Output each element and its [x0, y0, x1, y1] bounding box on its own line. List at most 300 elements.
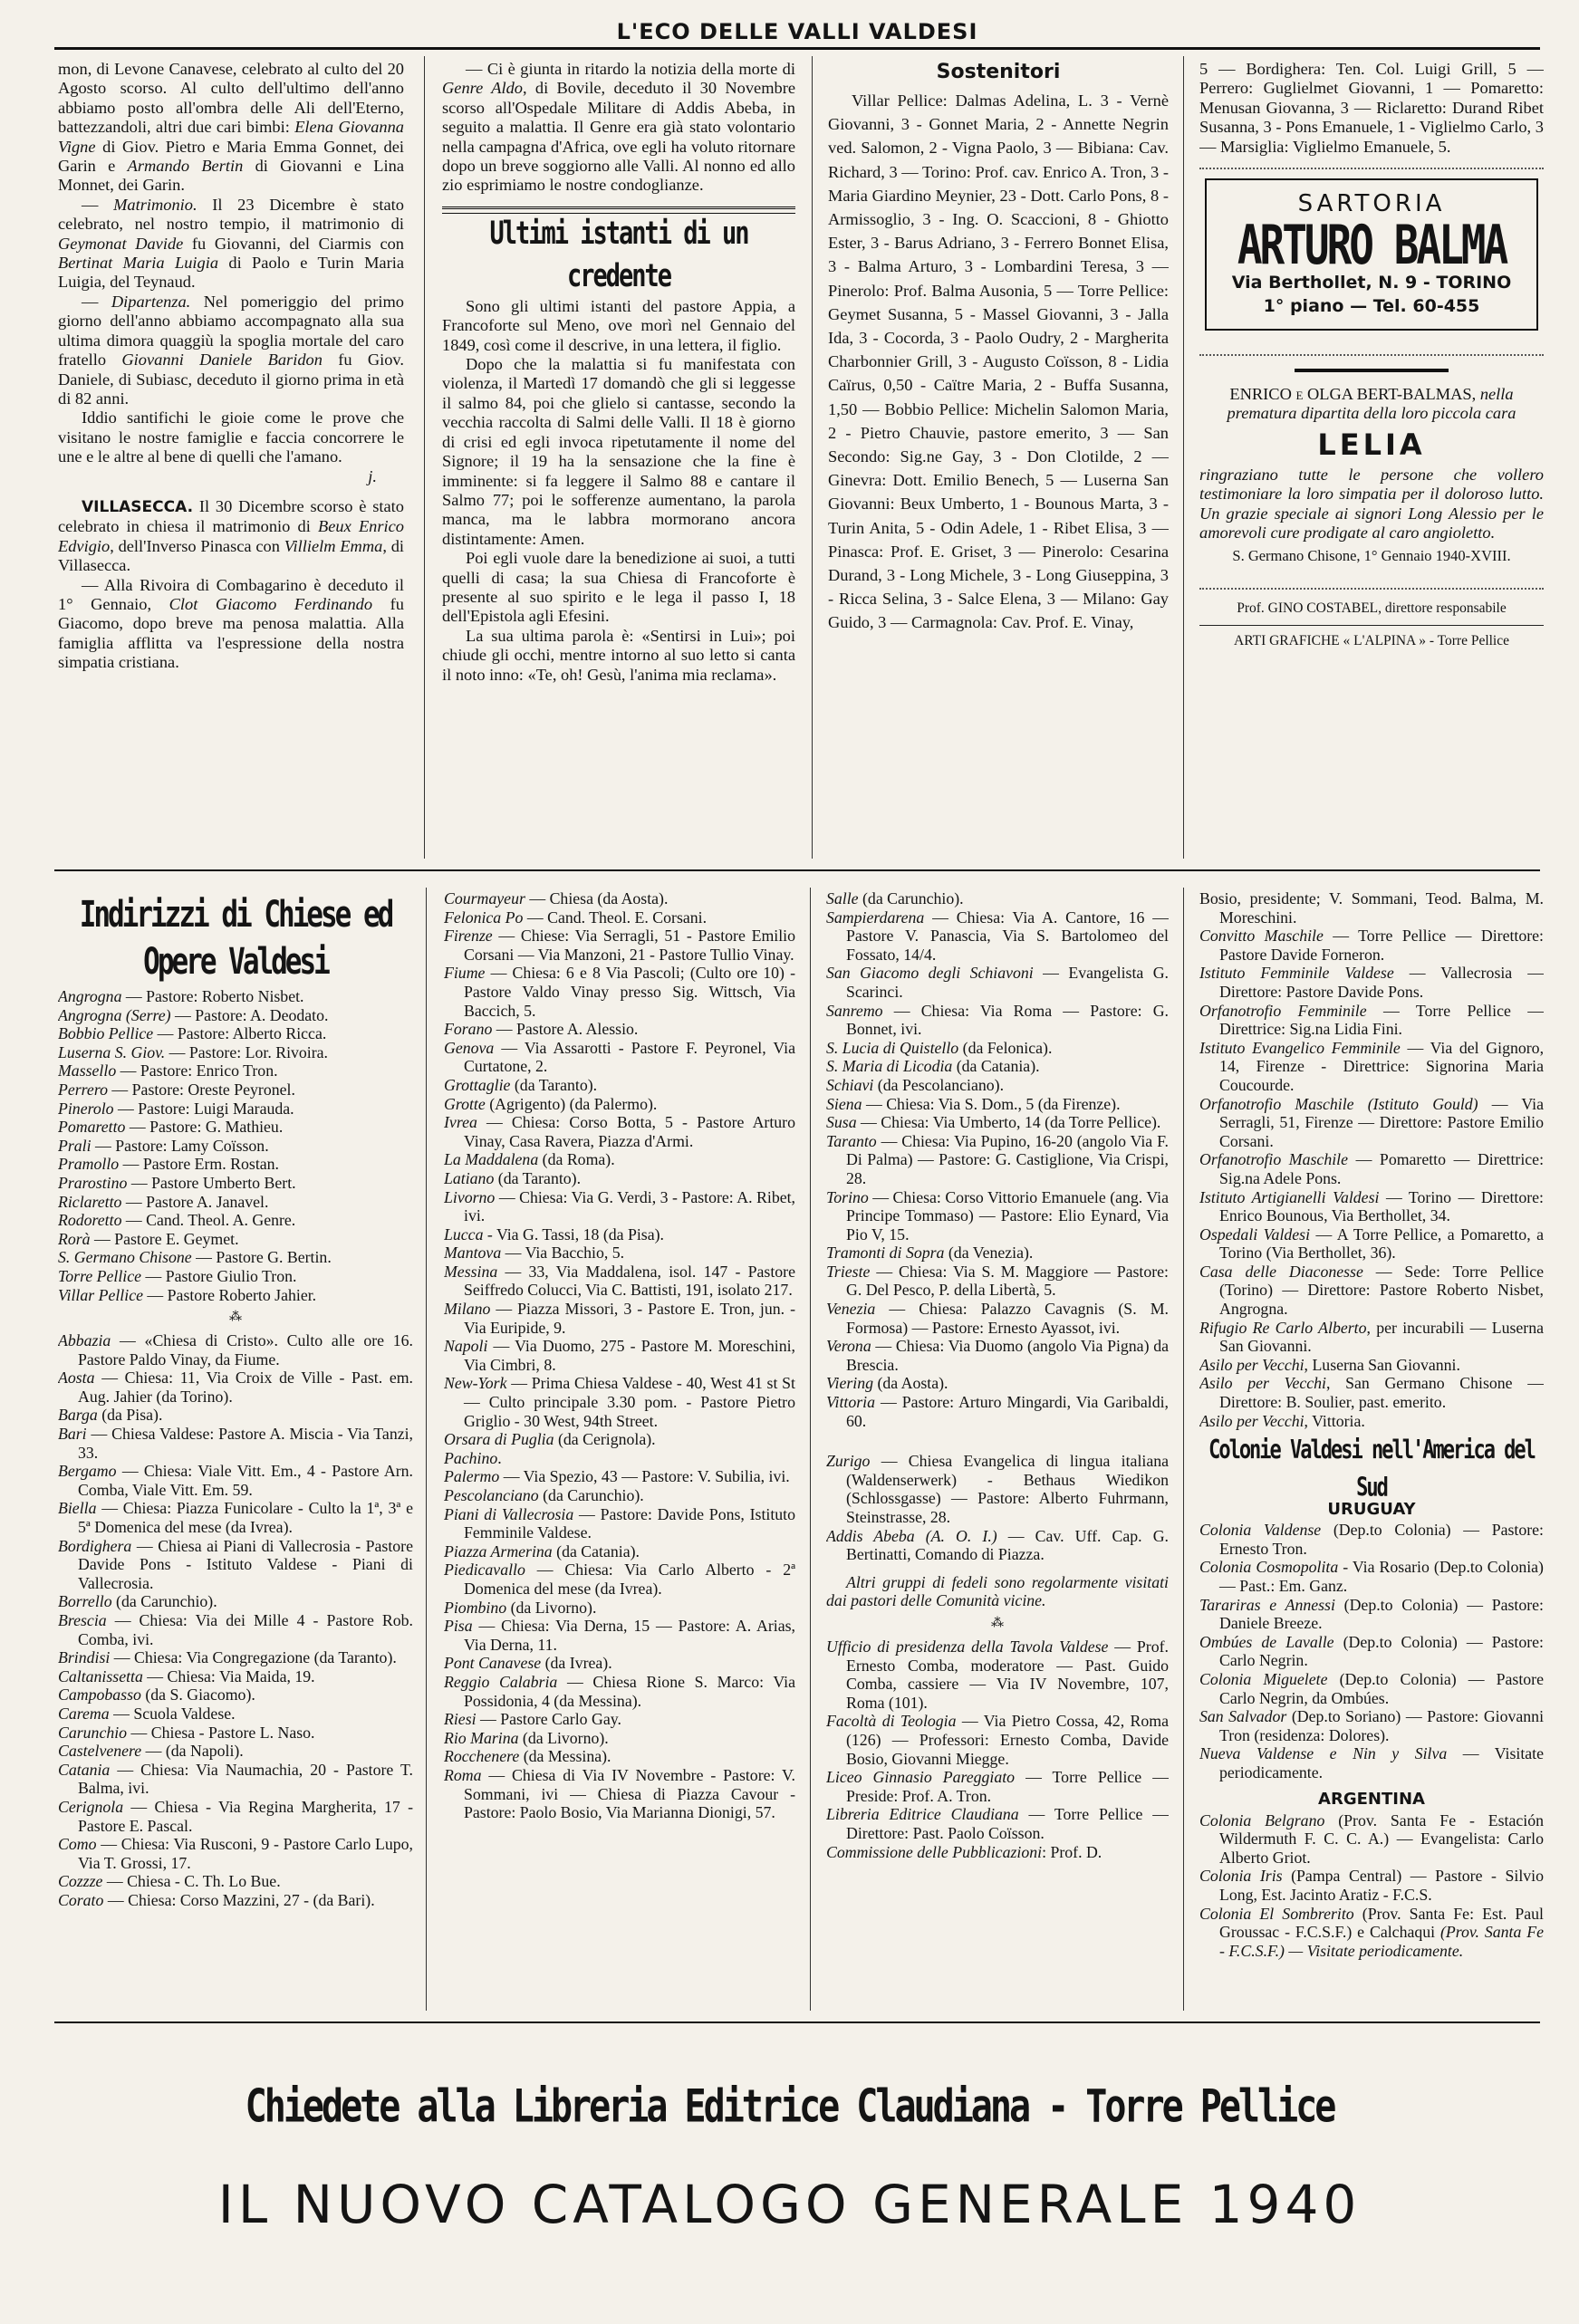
supporters-list: Villar Pellice: Dalmas Adelina, L. 3 - Vernè Giovanni, 3 - Gonnet Maria, 2 - Annette Negrin ved. Salomon, 2 - Vigna Paolo, 3 — Bibiana: Cav. Richard, 3 — Torino: Prof. cav. Enrico A. Tron, 3 - Maria Giardino Meynier, 23 - Dott. Carlo Pons, 8 - Armissoglio, 3 - Ing. O. Scaccioni, 8 - Ghiotto Ester, 3 - Barus Adriano, 3 - Ferrero Bonnet Elisa, 3 - Balma Arturo, 3 - Lombardini Teresa, 3 — Pinerolo: Prof. Balma Ausonia, 5 — Torre Pellice: Geymet Susanna, 5 - Massel Giovanni, 3 - Jalla Ida, 3 - Cocorda, 3 - Paolo Oudry, 2 - Margherita Charbonnier Grill, 3 - Augusto Coïsson, 8 - Lidia Caïrus, 0,50 - Caïtre Maria, 2 - Buffa Susanna, 1,50 — Bobbio Pellice: Michelin Salomon Maria, 2 - Pietro Chauvie, pastore emerito, 3 — San Secondo: Sig.ne Gay, 3 - Don Clotilde, 2 — Ginevra: Dott. Emilio Benech, 5 — Luserna San Giovanni: Beux Umberto, 1 - Bounous Marta, 3 - Turin Anita, 5 - Odin Adele, 1 - Ribet Elisa, 3 — Pinasca: Prof. E. Griset, 3 — Pinerolo: Cesarina Durand, 3 - Long Michele, 3 - Long Giuseppina, 3 - Ricca Selina, 3 - Salce Elena, 3 — Milano: Gay Guido, 3 — Carmagnola: Cav. Prof. E. Vinay, [828, 91, 1169, 632]
entry-place: Prali [58, 1136, 91, 1155]
article-paragraph: VILLASECCA. Il 30 Dicembre scorso è stato celebrato in chiesa il matrimonio di Beux Enrico Edvigio, dell'Inverso Pinasca con Villielm Emma, di Villasecca. [58, 496, 404, 575]
directory-entry [58, 1080, 413, 1100]
entry-place: Venezia [826, 1300, 876, 1319]
entry-detail: — Pomaretto — Direttrice: Sig.na Adele Pons. [1219, 1150, 1544, 1187]
entry-detail: : Prof. D. [1042, 1842, 1102, 1861]
directory-list-valleys [58, 987, 413, 1304]
entry-place: Ivrea [444, 1113, 477, 1132]
directory-entry [444, 1263, 795, 1300]
entry-detail: — Chiesa: Piazza Funicolare - Culto la 1ª, 3ª e 5ª Domenica del mese (da Ivrea). [78, 1499, 413, 1537]
directory-entry [444, 1617, 795, 1654]
directory-entry [826, 1002, 1169, 1039]
directory-column-4 [1199, 889, 1544, 2012]
entry-place: Viering [826, 1374, 874, 1393]
entry-detail: — Cand. Theol. E. Corsani. [523, 908, 708, 927]
entry-place: Riclaretto [58, 1192, 122, 1211]
entry-place: Corato [58, 1890, 104, 1909]
entry-place: Rorà [58, 1229, 91, 1248]
directory-entry [1199, 1150, 1544, 1187]
entry-place: Bordighera [58, 1536, 132, 1555]
directory-entry [826, 1039, 1169, 1058]
directory-column-2 [444, 889, 795, 2012]
directory-entry [1199, 1744, 1544, 1781]
column-rule [1183, 888, 1184, 2011]
entry-detail: (da Carunchio). [858, 889, 964, 908]
directory-list-cities [58, 1331, 413, 1909]
entry-place: Mantova [444, 1244, 502, 1263]
article-paragraph: — Dipartenza. Nel pomeriggio del primo giorno dell'anno abbiamo accompagnato alla sua ultima dimora quaggiù la spoglia mortale del caro fratello Giovanni Daniele Baridon fu Giov. Daniele, di Subiasc, deceduto il giorno prima in età di 82 anni. [58, 292, 404, 408]
directory-entry [826, 889, 1169, 908]
entry-detail: — Chiesa: Via Umberto, 14 (da Torre Pellice). [856, 1113, 1161, 1132]
directory-entry [444, 927, 795, 964]
entry-detail: — Pastore A. Alessio. [492, 1020, 639, 1039]
entry-detail: — Via Assarotti - Pastore F. Peyronel, Via Curtatone, 2. [464, 1038, 795, 1076]
entry-place: Colonia Miguelete [1199, 1669, 1328, 1688]
directory-entry [1199, 1263, 1544, 1319]
entry-detail: — Pastore E. Geymet. [90, 1229, 239, 1248]
entry-place: Grotte [444, 1094, 486, 1113]
entry-place: Firenze [444, 927, 493, 946]
newspaper-title: L'ECO DELLE VALLI VALDESI [616, 19, 978, 44]
entry-detail: (da Aosta). [873, 1374, 948, 1393]
entry-place: Napoli [444, 1337, 488, 1356]
entry-detail: — Pastore: Luigi Marauda. [113, 1099, 294, 1118]
footer-bookshop-line: Chiedete alla Libreria Editrice Claudiana - Torre Pellice [245, 2080, 1334, 2133]
entry-place: Colonia Cosmopolita [1199, 1558, 1339, 1577]
directory-entry [58, 1798, 413, 1835]
entry-detail: — Cav. Uff. Cap. G. Bertinatti, Comando di Piazza. [846, 1526, 1169, 1564]
entry-detail: — Chiesa - Pastore L. Naso. [127, 1723, 315, 1742]
entry-place: San Salvador [1199, 1707, 1287, 1726]
entry-place: Libreria Editrice Claudiana [826, 1805, 1019, 1824]
entry-place: (Prov. Santa Fe - F.C.S.F.) — Visitate periodicamente. [1219, 1923, 1544, 1960]
directory-entry [58, 1724, 413, 1743]
directory-entry [1199, 964, 1544, 1001]
entry-detail: — Chiesa: Via dei Mille 4 - Pastore Rob. Comba, ivi. [78, 1611, 413, 1648]
directory-entry [58, 1406, 413, 1425]
entry-detail: (Dep.to Soriano) — Pastore: Giovanni Tron (residenza: Dolores). [1219, 1707, 1544, 1744]
directory-entry [58, 1193, 413, 1212]
directory-entry [1199, 1319, 1544, 1356]
entry-place: Pisa [444, 1617, 473, 1636]
directory-entry [826, 1374, 1169, 1393]
entry-detail: (da Pescolanciano). [873, 1075, 1005, 1094]
directory-entry [826, 1768, 1169, 1805]
article-paragraph: La sua ultima parola è: «Sentirsi in Lui»; poi chiude gli occhi, mentre intorno al suo letto si canta il noto inno: «Te, oh! Gesù, l'anima mia reclama». [442, 626, 795, 684]
directory-entry [58, 1742, 413, 1761]
entry-place: Sampierdarena [826, 908, 925, 927]
entry-place: Courmayeur [444, 889, 525, 908]
entry-detail: — 33, Via Maddalena, isol. 147 - Pastore Seiffredo Colucci, Via C. Battisti, 191, isolato 217. [464, 1262, 795, 1300]
entry-place: Colonia Valdense [1199, 1521, 1322, 1540]
entry-place: Ospedali Valdesi [1199, 1224, 1311, 1244]
entry-detail: — Pastore Umberto Bert. [127, 1173, 296, 1192]
entry-detail: — Via Serragli, 51, Firenze — Direttore: Pastore Emilio Corsani. [1219, 1094, 1544, 1150]
directory-entry [58, 1872, 413, 1891]
entry-detail: — Chiesa: 11, Via Croix de Ville - Past. em. Aug. Jahier (da Torino). [78, 1368, 413, 1406]
directory-entry [444, 1673, 795, 1710]
entry-place: Salle [826, 889, 859, 908]
entry-place: Prarostino [58, 1173, 128, 1192]
entry-detail: . [497, 1448, 502, 1467]
entry-detail: — Pastore: Roberto Nisbet. [121, 987, 304, 1005]
entry-detail: — Chiesa: Via A. Cantore, 16 — Pastore V. Panascia, Via S. Bartolomeo del Fossato, 14/4. [846, 908, 1169, 964]
dotted-rule [1199, 354, 1544, 356]
directory-entry [826, 1244, 1169, 1263]
article-paragraph: — Alla Rivoira di Combagarino è deceduto il 1° Gennaio, Clot Giacomo Ferdinando fu Giacomo, dopo breve ma penosa malattia. Alla famiglia afflitta va l'espressione della nostra simpatia cristiana. [58, 575, 404, 672]
entry-detail: — Chiesa: Via S. M. Maggiore — Pastore: G. Del Pesco, P. della Libertà, 5. [846, 1262, 1169, 1300]
thanks-text: ringraziano tutte le persone che vollero testimoniare la loro simpatia per il doloroso lutto. Un grazie speciale ai signori Long Alessio per le amorevoli cure prodigate al caro angioletto. [1199, 465, 1544, 543]
entry-detail: — Chiesa - Via Regina Margherita, 17 - Pastore E. Pascal. [78, 1797, 413, 1835]
directory-entry [1199, 1374, 1544, 1411]
entry-detail: (da Taranto). [494, 1168, 582, 1187]
directory-entry [444, 1020, 795, 1039]
directory-entry [1199, 1002, 1544, 1039]
entry-place: Livorno [444, 1187, 496, 1206]
entry-detail: — Chiesa: Corso Botta, 5 - Pastore Arturo Vinay, Casa Ravera, Piazza d'Armi. [464, 1113, 795, 1150]
entry-place: Nueva Valdense e Nin y Silva [1199, 1744, 1448, 1763]
entry-place: Sanremo [826, 1001, 883, 1020]
entry-detail: — Sede: Torre Pellice (Torino) — Direttore: Pastore Roberto Nisbet, Angrogna. [1219, 1262, 1544, 1319]
directory-list-uruguay [1199, 1521, 1544, 1781]
entry-place: Siena [826, 1094, 862, 1113]
ad-line: SARTORIA [1297, 190, 1446, 218]
entry-place: Torino [826, 1187, 869, 1206]
directory-list-argentina [1199, 1811, 1544, 1961]
entry-place: Pachino [444, 1448, 498, 1467]
column-3 [828, 60, 1169, 857]
column-4 [1199, 60, 1544, 857]
entry-detail: (Pampa Central) — Pastore - Silvio Long, Est. Jacinto Aratiz - F.C.S. [1219, 1867, 1544, 1904]
directory-entry [826, 1527, 1169, 1564]
entry-detail: (da Catania). [952, 1057, 1040, 1076]
entry-detail: — Evangelista G. Scarinci. [846, 964, 1169, 1001]
directory-entry [58, 1891, 413, 1910]
colonie-headline: Colonie Valdesi nell'America del Sud [1208, 1436, 1535, 1503]
entry-place: Carunchio [58, 1723, 128, 1742]
entry-detail: — Torre Pellice — Direttore: Pastore Davide Forneron. [1219, 927, 1544, 964]
entry-place: Pescolanciano [444, 1486, 539, 1504]
entry-detail: — Chiesa: Via Pupino, 16-20 (angolo Via F. Di Palma) — Pastore: G. Castiglione, Via Crispi, 28. [846, 1131, 1169, 1187]
directory-entry [58, 1835, 413, 1872]
entry-detail: — Pastore G. Bertin. [191, 1248, 332, 1267]
entry-place: Roma [444, 1765, 482, 1784]
directory-entry [444, 1150, 795, 1169]
article-paragraph: — Ci è giunta in ritardo la notizia della morte di Genre Aldo, di Bovile, deceduto il 30 Novembre scorso all'Ospedale Militare di Addis Abeba, in seguito a malattia. Il Genre era già stato volontario nella campagna d'Africa, ove egli ha voluto ritornare dopo un breve soggiorno alle Valli. Al nonno ed allo zio esprimiamo le nostre condoglianze. [442, 60, 795, 195]
signature: j. [368, 466, 377, 485]
directory-list-abroad [826, 1452, 1169, 1564]
thin-rule [1199, 625, 1544, 626]
directory-entry [1199, 889, 1544, 927]
entry-detail: , Vittoria. [1304, 1411, 1365, 1430]
entry-place: Brescia [58, 1611, 107, 1629]
directory-entry [444, 1076, 795, 1095]
directory-entry [1199, 1905, 1544, 1961]
entry-detail: (da Messina). [519, 1747, 611, 1766]
article-paragraph: Iddio santifichi le gioie come le prove che visitano le nostre famiglie e faccia concorrere le une e le altre al bene di quelli che l'amano. [58, 408, 404, 466]
entry-detail: — Scuola Valdese. [109, 1704, 236, 1723]
entry-detail: (da Venezia). [944, 1244, 1034, 1263]
directory-entry [444, 1169, 795, 1188]
footer-catalogue-line: IL NUOVO CATALOGO GENERALE 1940 [217, 2174, 1362, 2235]
entry-detail: — Prima Chiesa Valdese - 40, West 41 st St — Culto principale 3.30 pom. - Pastore Pietro Griglio - 30 West, 94th Street. [464, 1374, 795, 1430]
entry-place: Carema [58, 1704, 110, 1723]
directory-entry [826, 1805, 1169, 1842]
directory-entry [58, 1705, 413, 1724]
entry-place: Piani di Vallecrosia [444, 1504, 574, 1523]
entry-detail: — Chiesa: Via Maida, 19. [142, 1666, 315, 1685]
directory-column-3 [826, 889, 1169, 2012]
entry-detail: — «Chiesa di Cristo». Culto alle ore 16. Pastore Paldo Vinay, da Fiume. [78, 1331, 413, 1368]
directory-list-cities [444, 889, 795, 1822]
directory-entry [444, 1561, 795, 1598]
entry-detail: — Chiesa: Corso Mazzini, 27 - (da Bari). [103, 1890, 375, 1909]
entry-place: Colonia Iris [1199, 1867, 1283, 1886]
entry-detail: — Chiesa - C. Th. Lo Bue. [102, 1872, 281, 1891]
directory-entry [826, 1452, 1169, 1526]
asterism: ⁂ [991, 1616, 1004, 1630]
entry-place: Rifugio Re Carlo Alberto [1199, 1318, 1367, 1337]
entry-place: Biella [58, 1499, 97, 1518]
column-rule [1183, 56, 1184, 859]
entry-detail: — Chiesa: Via S. Dom., 5 (da Firenze). [862, 1094, 1121, 1113]
directory-entry [444, 1766, 795, 1822]
tailor-advertisement [1205, 178, 1538, 331]
directory-entry [58, 1211, 413, 1230]
article-paragraph: — Matrimonio. Il 23 Dicembre è stato celebrato, nel nostro tempio, il matrimonio di Geymonat Davide fu Giovanni, del Ciarmis con Bertinat Maria Luigia di Paolo e Turin Maria Luigia, del Teynaud. [58, 195, 404, 292]
entry-place: Latiano [444, 1168, 495, 1187]
column-1 [58, 60, 404, 857]
directory-entry [444, 1486, 795, 1505]
directory-entry [826, 1057, 1169, 1076]
entry-place: Piazza Armerina [444, 1541, 553, 1561]
entry-place: Milano [444, 1300, 491, 1319]
entry-place: Como [58, 1835, 97, 1854]
entry-place: Istituto Evangelico Femminile [1199, 1038, 1401, 1057]
entry-place: Perrero [58, 1080, 108, 1099]
entry-place: Catania [58, 1760, 111, 1779]
directory-entry [58, 1761, 413, 1798]
entry-detail: (da Pisa). [97, 1406, 163, 1425]
entry-detail: — Chiesa: Via Roma — Pastore: G. Bonnet, ivi. [846, 1001, 1169, 1039]
directory-entry [444, 1188, 795, 1225]
directory-entry [444, 1300, 795, 1337]
directory-entry [1199, 1188, 1544, 1225]
entry-detail: — Pastore Roberto Jahier. [142, 1285, 317, 1304]
entry-detail: — Chiesa: Viale Vitt. Em., 4 - Pastore Arn. Comba, Viale Vitt. Em. 59. [78, 1462, 413, 1499]
dotted-rule [1199, 168, 1544, 169]
entry-place: Susa [826, 1113, 857, 1132]
column-rule [810, 888, 811, 2011]
directory-list-institutions [826, 1637, 1169, 1861]
entry-detail: — Via del Gignoro, 14, Firenze - Direttrice: Signorina Maria Coucourde. [1219, 1038, 1544, 1094]
entry-place: Luserna S. Giov. [58, 1042, 166, 1061]
column-rule [424, 56, 425, 859]
entry-detail: — Chiesa: Via Rusconi, 9 - Pastore Carlo Lupo, Via T. Grossi, 17. [78, 1835, 413, 1872]
entry-place: Pomaretto [58, 1118, 126, 1137]
entry-detail: (da Cerignola). [554, 1430, 656, 1449]
country-heading-uruguay: URUGUAY [1327, 1500, 1416, 1520]
directory-entry [1199, 1707, 1544, 1744]
article-paragraph: Dopo che la malattia si fu manifestata con violenza, il Martedì 17 domandò che gli si leggesse il salmo 84, poi che glielo si cantasse, secondo la vecchia raccolta di Salmi delle Valli. Il 18 è giorno di crisi ed egli invoca ripetutamente il nome del Signore; il 19 ha la sensazione che la fine è imminente: si fa leggere il Salmo 88 e cantare il Salmo 77; poi le sofferenze aumentano, la parola manca, ma le labbra mormorano ancora distintamente: Amen. [442, 355, 795, 548]
entry-place: Angrogna (Serre) [58, 1005, 171, 1024]
entry-place: Pramollo [58, 1155, 120, 1174]
entry-place: Villar Pellice [58, 1285, 143, 1304]
entry-place: Piombino [444, 1598, 507, 1617]
entry-place: Asilo per Vecchi [1199, 1355, 1305, 1374]
directory-entry [444, 1113, 795, 1150]
entry-detail: — Chiesa: Via Naumachia, 20 - Pastore T. Balma, ivi. [78, 1760, 413, 1798]
directory-entry [444, 1505, 795, 1542]
entry-place: Genova [444, 1038, 495, 1057]
entry-detail: — Pastore: A. Deodato. [170, 1005, 329, 1024]
directory-entry [58, 1174, 413, 1193]
entry-place: Ufficio di presidenza della Tavola Valdese [826, 1637, 1109, 1656]
directory-entry [444, 1729, 795, 1748]
entry-detail: — Pastore Giulio Tron. [141, 1266, 297, 1285]
entry-detail: — Chiesa Evangelica di lingua italiana (Waldenserwerk) - Bethaus Wiedikon (Schlossgasse) — Pastore: Alberto Fuhrmann, Steinstrasse, 28. [846, 1452, 1169, 1526]
entry-detail: — Chiesa: Via Congregazione (da Taranto). [110, 1648, 397, 1667]
directory-entry [58, 1592, 413, 1611]
entry-detail: — Pastore: Lamy Coïsson. [91, 1136, 269, 1155]
directory-entry [444, 1467, 795, 1486]
directory-entry [58, 1286, 413, 1305]
article-paragraph: Poi egli vuole dare la benedizione ai suoi, a tutti quelli di casa; la sua Chiesa di Francoforte è presente al suo spirito e le lega il passo I, 18 dell'Epistola agli Efesini. [442, 549, 795, 626]
directory-entry [826, 1337, 1169, 1374]
dotted-rule [1199, 588, 1544, 590]
responsible-director: Prof. GINO COSTABEL, direttore responsabile [1237, 600, 1507, 616]
entry-detail: (da Catania). [552, 1541, 640, 1561]
entry-place: Caltanissetta [58, 1666, 143, 1685]
directory-entry [58, 1061, 413, 1080]
directory-entry [1199, 1225, 1544, 1263]
entry-detail: — Cand. Theol. A. Genre. [121, 1211, 296, 1230]
entry-place: Castelvenere [58, 1742, 142, 1761]
directory-entry [58, 1368, 413, 1406]
entry-detail: — Pastore: Davide Pons, Istituto Femminile Valdese. [464, 1504, 795, 1542]
masthead [54, 16, 1540, 50]
entry-place: S. Lucia di Quistello [826, 1038, 959, 1057]
directory-entry [444, 1599, 795, 1618]
directory-entry [58, 1267, 413, 1286]
directory-entry [826, 1095, 1169, 1114]
directory-entry [1199, 1596, 1544, 1633]
entry-detail: (da Felonica). [958, 1038, 1053, 1057]
entry-place: Orfanotrofio Maschile (Istituto Gould) [1199, 1094, 1478, 1113]
entry-place: Bari [58, 1425, 87, 1444]
directory-entry [444, 908, 795, 927]
entry-detail: — Chiesa: Corso Vittorio Emanuele (ang. Via Principe Tommaso) — Pastore: Elio Eynard, Via Pio V, 15. [846, 1187, 1169, 1244]
directory-entry [444, 1542, 795, 1561]
entry-place: San Giacomo degli Schiavoni [826, 964, 1034, 983]
deceased-name: LELIA [1317, 427, 1426, 462]
directory-entry [1199, 1633, 1544, 1670]
directory-entry [826, 1263, 1169, 1300]
entry-place: Asilo per Vecchi [1199, 1374, 1326, 1393]
directory-entry [444, 1225, 795, 1244]
entry-detail: — Visitate periodicamente. [1219, 1744, 1544, 1781]
entry-place: Istituto Artigianelli Valdesi [1199, 1187, 1380, 1206]
entry-place: Zurigo [826, 1452, 871, 1471]
directory-entry [826, 1712, 1169, 1768]
entry-detail: (da Livorno). [518, 1728, 609, 1747]
entry-place: Riesi [444, 1710, 477, 1729]
entry-place: Reggio Calabria [444, 1672, 558, 1691]
entry-detail: — Torre Pellice — Direttore: Past. Paolo Coïsson. [846, 1805, 1169, 1842]
directory-entry [444, 889, 795, 908]
entry-place: Bobbio Pellice [58, 1024, 154, 1043]
directory-entry [1199, 1867, 1544, 1904]
directory-entry [58, 1155, 413, 1174]
entry-detail: — Chiesa di Via IV Novembre - Pastore: V. Sommani, ivi — Chiesa di Piazza Cavour - Pastore: Paolo Bosio, Via Marianna Dionigi, 57. [464, 1765, 795, 1822]
entry-detail: — Chiesa: Via G. Verdi, 3 - Pastore: A. Ribet, ivi. [464, 1187, 795, 1225]
entry-detail: — Via Pietro Cossa, 42, Roma (126) — Professori: Ernesto Comba, Davide Bosio, Giovanni Miegge. [846, 1712, 1169, 1768]
entry-detail: (Dep.to Colonia) — Pastore: Daniele Breeze. [1219, 1595, 1544, 1633]
entry-detail: — Pastore: Alberto Ricca. [153, 1024, 327, 1043]
directory-entry [58, 1137, 413, 1156]
entry-place: Massello [58, 1061, 117, 1080]
directory-entry [444, 1374, 795, 1430]
entry-detail: — Chiesa (da Aosta). [525, 889, 669, 908]
directory-entry [1199, 1356, 1544, 1375]
directory-entry [58, 1648, 413, 1667]
entry-detail: (da Carunchio). [111, 1592, 217, 1611]
entry-place: Torre Pellice [58, 1266, 142, 1285]
ad-name: ARTURO BALMA [1237, 212, 1507, 277]
entry-detail: — Pastore: Oreste Peyronel. [107, 1080, 295, 1099]
printer: ARTI GRAFICHE « L'ALPINA » - Torre Pellice [1234, 633, 1509, 649]
entry-detail: — Prof. Ernesto Comba, moderatore — Past. Guido Comba, cassiere — Via IV Novembre, 107, Roma (101). [846, 1637, 1169, 1712]
entry-place: Tarariras e Annessi [1199, 1595, 1335, 1614]
directory-entry [1199, 1670, 1544, 1707]
directory-entry [826, 908, 1169, 965]
entry-detail: Bosio, presidente; V. Sommani, Teod. Balma, M. Moreschini. [1199, 889, 1544, 927]
entry-place: Commissione delle Pubblicazioni [826, 1842, 1043, 1861]
entry-detail: — Chiesa Rione S. Marco: Via Possidonia, 4 (da Messina). [464, 1672, 795, 1710]
directory-entry [58, 1331, 413, 1368]
entry-place: Aosta [58, 1368, 95, 1388]
directory-entry [1199, 1039, 1544, 1095]
directory-entry [58, 1667, 413, 1686]
entry-place: Cozzze [58, 1872, 103, 1891]
entry-place: Orfanotrofio Maschile [1199, 1150, 1348, 1169]
entry-place: Schiavi [826, 1075, 874, 1094]
entry-place: Felonica Po [444, 908, 524, 927]
entry-detail: (da Taranto). [510, 1075, 598, 1094]
entry-place: Rio Marina [444, 1728, 519, 1747]
column-rule [812, 56, 813, 859]
section-heading: Sostenitori [936, 61, 1061, 83]
entry-detail: — A Torre Pellice, a Pomaretto, a Torino (Via Berthollet, 36). [1219, 1224, 1544, 1263]
entry-place: Abbazia [58, 1331, 111, 1350]
directory-entry [444, 1710, 795, 1729]
entry-detail: — Torre Pellice — Direttrice: Sig.na Lidia Fini. [1219, 1001, 1544, 1039]
directory-entry [58, 1100, 413, 1119]
directory-list-cities [826, 889, 1169, 1430]
directory-entry [444, 1430, 795, 1449]
entry-place: Borrello [58, 1592, 112, 1611]
entry-place: New-York [444, 1374, 507, 1393]
entry-place: Tramonti di Sopra [826, 1244, 945, 1263]
directory-entry [444, 1449, 795, 1468]
entry-place: Cerignola [58, 1797, 124, 1816]
directory-entry [1199, 1811, 1544, 1868]
directory-entry [444, 1747, 795, 1766]
section-separator [54, 869, 1540, 871]
country-heading-argentina: ARGENTINA [1318, 1789, 1425, 1809]
entry-detail: — Piazza Missori, 3 - Pastore E. Tron, jun. - Via Euripide, 9. [464, 1300, 795, 1337]
entry-detail: - Via G. Tassi, 18 (da Pisa). [483, 1224, 664, 1244]
